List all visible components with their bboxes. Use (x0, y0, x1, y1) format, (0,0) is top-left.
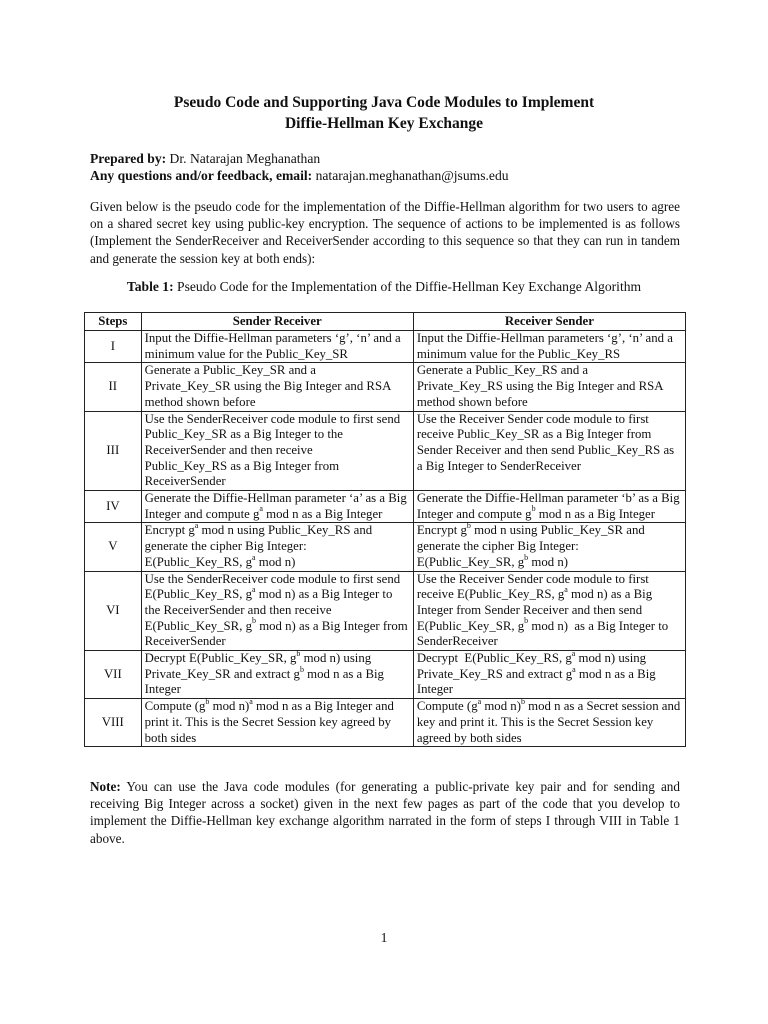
contact (90, 167, 690, 184)
prepared-value: Dr. Natarajan Meghanathan (166, 151, 321, 166)
sender-receiver-cell: Generate a Public_Key_SR and a Private_Key_SR using the Big Integer and RSA method shown before (141, 363, 413, 411)
header-receiver-sender: Receiver Sender (413, 313, 685, 331)
intro-paragraph: Given below is the pseudo code for the implementation of the Diffie-Hellman algorithm for two users to agree on a shared secret key using public-key encryption. The sequence of actions to be implemented is as follows (Implement the SenderReceiver and ReceiverSender according to this sequence so that they can run in tandem and generate the session key at both ends): (90, 199, 680, 266)
note-text: You can use the Java code modules (for generating a public-private key pair and for sending and receiving Big Integer across a socket) given in the next few pages as part of the code that you develop to implement the Diffie-Hellman key exchange algorithm narrated in the form of steps I through VIII in Table 1 above. (90, 779, 680, 846)
table-row (85, 651, 686, 699)
sender-receiver-cell: Use the SenderReceiver code module to first send Public_Key_SR as a Big Integer to the ReceiverSender and then receive Public_Key_RS as a Big Integer from ReceiverSender (141, 411, 413, 491)
title-line-1: Pseudo Code and Supporting Java Code Modules to Implement (173, 94, 595, 111)
sender-receiver-cell: Compute ($g^b$ mod n)$^a$ mod n as a Big Integer and print it. This is the Secret Session key agreed by both sides (141, 699, 413, 747)
table-row (85, 411, 686, 491)
contact-label: Any questions and/or feedback, email: (90, 168, 313, 183)
table-row (85, 571, 686, 651)
table-row (85, 699, 686, 747)
table-body (85, 331, 686, 747)
steps-table (84, 312, 686, 747)
receiver-sender-cell: Generate the Diffie-Hellman parameter ‘b’ as a Big Integer and compute $g^b$ mod n as a Big Integer (413, 491, 685, 523)
step-cell: VIII (85, 699, 142, 747)
note-paragraph (90, 778, 680, 847)
sender-receiver-cell: Decrypt E(Public_Key_SR, $g^b$ mod n) using Private_Key_SR and extract $g^b$ mod n as a Big Integer (141, 651, 413, 699)
receiver-sender-cell: Use the Receiver Sender code module to first receive Public_Key_SR as a Big Integer from Sender Receiver and then send Public_Key_RS as a Big Integer to SenderReceiver (413, 411, 685, 491)
table-header-row (85, 313, 686, 331)
receiver-sender-cell: Decrypt E(Public_Key_RS, $g^a$ mod n) using Private_Key_RS and extract $g^a$ mod n as a Big Integer (413, 651, 685, 699)
document-title (0, 92, 768, 134)
step-cell: II (85, 363, 142, 411)
note-label: Note: (90, 779, 121, 794)
contact-email: natarajan.meghanathan@jsums.edu (312, 168, 509, 183)
caption-label: Table 1: (126, 279, 174, 294)
prepared-label: Prepared by: (90, 151, 167, 166)
step-cell: I (85, 331, 142, 363)
sender-receiver-cell: Encrypt $g^a$ mod n using Public_Key_RS and generate the cipher Big Integer: E(Public_Key_RS, $g^a$ mod n) (141, 523, 413, 571)
sender-receiver-cell: Use the SenderReceiver code module to first send E(Public_Key_RS, $g^a$ mod n) as a Big Integer to the ReceiverSender and then receive E(Public_Key_SR, $g^b$ mod n) as a Big Integer from ReceiverSender (141, 571, 413, 651)
step-cell: III (85, 411, 142, 491)
receiver-sender-cell: Input the Diffie-Hellman parameters ‘g’, ‘n’ and a minimum value for the Public_Key_RS (413, 331, 685, 363)
sender-receiver-cell: Input the Diffie-Hellman parameters ‘g’, ‘n’ and a minimum value for the Public_Key_SR (141, 331, 413, 363)
table-row (85, 491, 686, 523)
title-line-2: Diffie-Hellman Key Exchange (284, 115, 484, 132)
receiver-sender-cell: Generate a Public_Key_RS and a Private_Key_RS using the Big Integer and RSA method shown before (413, 363, 685, 411)
receiver-sender-cell: Encrypt $g^b$ mod n using Public_Key_SR and generate the cipher Big Integer: E(Public_Key_SR, $g^b$ mod n) (413, 523, 685, 571)
table-row (85, 523, 686, 571)
prepared-by (90, 150, 690, 167)
table-row (85, 331, 686, 363)
page-number: 1 (380, 930, 388, 945)
header-steps: Steps (85, 313, 142, 331)
caption-text: Pseudo Code for the Implementation of the Diffie-Hellman Key Exchange Algorithm (173, 279, 642, 294)
author-block (90, 150, 690, 184)
table-caption (0, 279, 768, 295)
step-cell: V (85, 523, 142, 571)
table-row (85, 363, 686, 411)
receiver-sender-cell: Compute ($g^a$ mod n)$^b$ mod n as a Secret session and key and print it. This is the Secret Session key agreed by both sides (413, 699, 685, 747)
step-cell: VII (85, 651, 142, 699)
step-cell: IV (85, 491, 142, 523)
header-sender-receiver: Sender Receiver (141, 313, 413, 331)
receiver-sender-cell: Use the Receiver Sender code module to first receive E(Public_Key_RS, $g^a$ mod n) as a Big Integer from Sender Receiver and then send E(Public_Key_SR, $g^b$ mod n) as a Big Integer to SenderReceiver (413, 571, 685, 651)
sender-receiver-cell: Generate the Diffie-Hellman parameter ‘a’ as a Big Integer and compute $g^a$ mod n as a Big Integer (141, 491, 413, 523)
step-cell: VI (85, 571, 142, 651)
